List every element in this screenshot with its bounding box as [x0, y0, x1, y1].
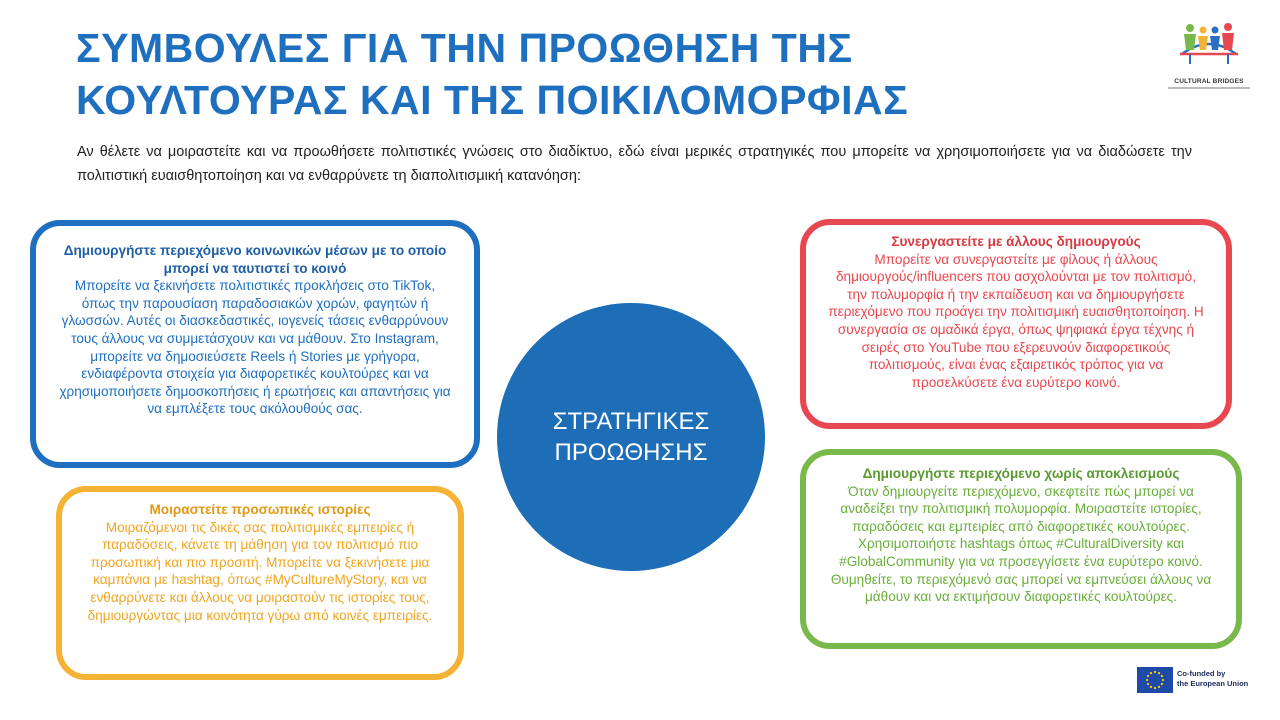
eu-funding-text — [1177, 669, 1267, 689]
box-social-media — [30, 220, 480, 468]
box-personal-stories-body: Μοιραζόμενοι τις δικές σας πολιτισμικές εμπειρίες ή παραδόσεις, κάνετε τη μάθηση για τον πολιτισμό πιο προσωπική και πιο προσιτή. Μπορείτε να ξεκινήσετε μια καμπάνια με hashtag, όπως #MyCultureMyStory, και να ενθαρρύνετε και άλλους να μοιραστούν τις ιστορίες τους, δημιουργώντας μια κοινότητα γύρω από κοινές εμπειρίες. — [87, 519, 433, 623]
eu-funding-badge — [1137, 667, 1261, 693]
box-collaborate-heading: Συνεργαστείτε με άλλους δημιουργούς — [891, 234, 1141, 249]
page-title — [76, 22, 1076, 126]
cultural-bridges-logo-icon — [1176, 20, 1242, 78]
box-collaborate-body: Μπορείτε να συνεργαστείτε με φίλους ή άλλους δημιουργούς/influencers που ασχολούνται με τον πολιτισμό, την πολυμορφία ή την εκπαίδευση και να δημιουργήσετε περιεχόμενο που προάγει την πολιτισμική ευαισθητοποίηση. Η συνεργασία σε ομαδικά έργα, όπως ψηφιακά έργα τέχνης ή σειρές στο YouTube που εξερευνούν διαφορετικούς πολιτισμούς, είναι ένας εξαιρετικός τρόπος για να προσελκύσετε ένα ευρύτερο κοινό. — [828, 251, 1204, 390]
box-social-media-heading: Δημιουργήστε περιεχόμενο κοινωνικών μέσων με το οποίο μπορεί να ταυτιστεί το κοινό — [63, 243, 447, 276]
box-collaborate — [800, 219, 1232, 429]
box-personal-stories-heading: Μοιραστείτε προσωπικές ιστορίες — [149, 502, 371, 517]
logo-divider — [1168, 87, 1250, 89]
center-circle — [497, 303, 765, 571]
logo-text: CULTURAL BRIDGES — [1174, 78, 1244, 85]
title-line-2: ΚΟΥΛΤΟΥΡΑΣ ΚΑΙ ΤΗΣ ΠΟΙΚΙΛΟΜΟΡΦΙΑΣ — [76, 77, 909, 123]
box-personal-stories — [56, 486, 464, 680]
box-inclusive-body: Όταν δημιουργείτε περιεχόμενο, σκεφτείτε πώς μπορεί να αναδείξει την πολιτισμική πολυμορφία. Μοιραστείτε ιστορίες, παραδόσεις και εμπειρίες από διαφορετικές κουλτούρες. Χρησιμοποιήστε hashtags όπως #CulturalDiversity και #GlobalCommunity για να προσεγγίσετε ένα ευρύτερο κοινό. Θυμηθείτε, το περιεχόμενό σας μπορεί να εμπνεύσει άλλους να μάθουν και να εκτιμήσουν διαφορετικές κουλτούρες. — [830, 483, 1212, 605]
box-inclusive-heading: Δημιουργήστε περιεχόμενο χωρίς αποκλεισμούς — [862, 466, 1180, 481]
center-label: ΣΤΡΑΤΗΓΙΚΕΣ ΠΡΟΩΘΗΣΗΣ — [552, 408, 710, 466]
box-social-media-body: Μπορείτε να ξεκινήσετε πολιτιστικές προκλήσεις στο TikTok, όπως την παρουσίαση παραδοσιακών χορών, φαγητών ή γλωσσών. Αυτές οι διασκεδαστικές, ιογενείς τάσεις ενθαρρύνουν τους άλλους να συμμετάσχουν και να μάθουν. Στο Instagram, μπορείτε να δημοσιεύσετε Reels ή Stories με γρήγορα, ενδιαφέροντα στοιχεία για διαφορετικές κουλτούρες και να χρησιμοποιήσετε δημοσκοπήσεις ή ερωτήσεις και απαντήσεις για να εμπλέξετε τους ακόλουθούς σας. — [59, 278, 451, 417]
title-line-1: ΣΥΜΒΟΥΛΕΣ ΓΙΑ ΤΗΝ ΠΡΟΩΘΗΣΗ ΤΗΣ — [76, 25, 853, 71]
eu-line-1: Co-funded by — [1177, 669, 1226, 678]
box-inclusive — [800, 449, 1242, 649]
eu-line-2: the European Union — [1177, 679, 1249, 688]
eu-flag-icon — [1137, 667, 1173, 693]
intro-text: Αν θέλετε να μοιραστείτε και να προωθήσετε πολιτιστικές γνώσεις στο διαδίκτυο, εδώ είναι μερικές στρατηγικές που μπορείτε να χρησιμοποιήσετε για να διαδώσετε την πολιτιστική ευαισθητοποίηση και να ενθαρρύνετε τη διαπολιτισμική κατανόηση: — [77, 144, 1192, 184]
